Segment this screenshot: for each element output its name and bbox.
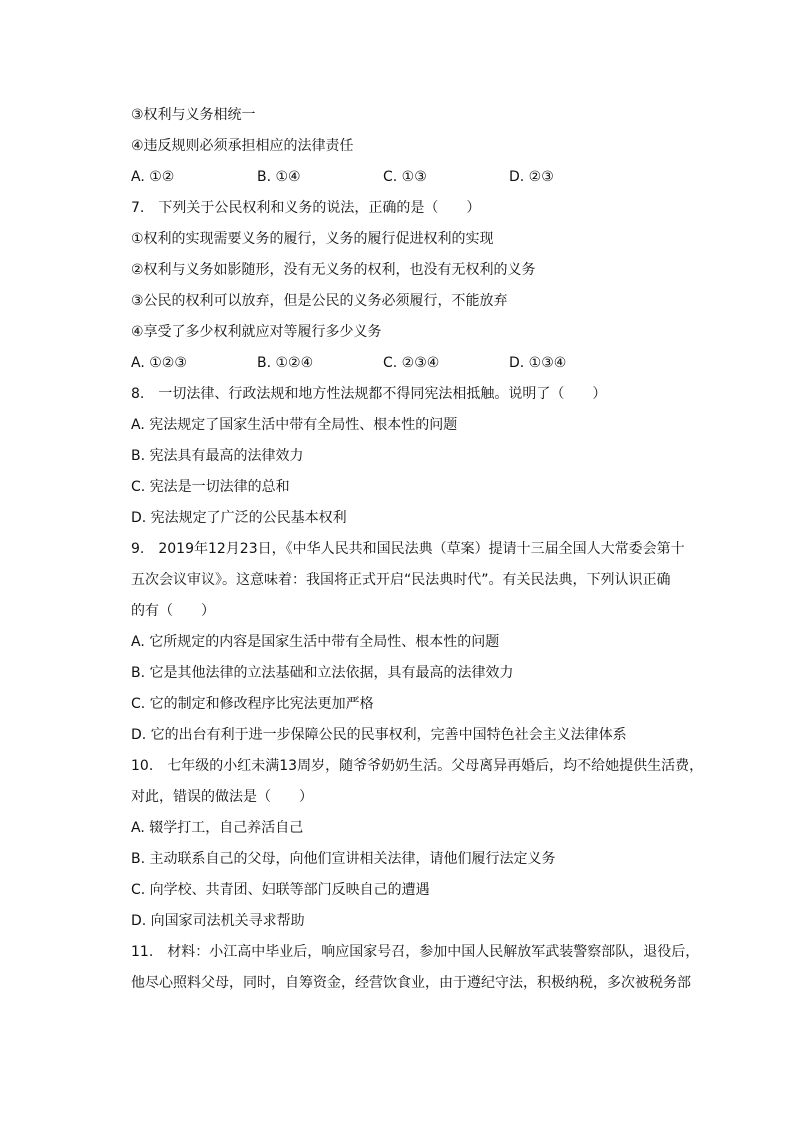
q7-statement-2: ②权利与义务如影随形，没有无义务的权利，也没有无权利的义务 xyxy=(131,262,536,278)
q11-stem-line-1: 11. 材料：小江高中毕业后，响应国家号召，参加中国人民解放军武装警察部队，退役后， xyxy=(131,944,700,960)
q7-option-b: B. ①②④ xyxy=(257,355,314,371)
q7-statement-3: ③公民的权利可以放弃，但是公民的义务必须履行，不能放弃 xyxy=(131,293,508,309)
q8-stem: 8. 一切法律、行政法规和地方性法规都不得同宪法相抵触。说明了（ ） xyxy=(131,386,607,402)
q7-options xyxy=(131,348,696,379)
q7-option-c: C. ②③④ xyxy=(383,355,440,371)
q10-stem-line-2: 对此，错误的做法是（ ） xyxy=(131,789,313,805)
q6-statement-4: ④违反规则必须承担相应的法律责任 xyxy=(131,138,354,154)
q10-option-b: B. 主动联系自己的父母，向他们宣讲相关法律，请他们履行法定义务 xyxy=(131,851,556,867)
q9-option-d: D. 它的出台有利于进一步保障公民的民事权利，完善中国特色社会主义法律体系 xyxy=(131,727,627,743)
q8-option-d: D. 宪法规定了广泛的公民基本权利 xyxy=(131,510,347,526)
q10-option-a: A. 辍学打工，自己养活自己 xyxy=(131,820,304,836)
q6-option-d: D. ②③ xyxy=(509,169,554,185)
q6-option-a: A. ①② xyxy=(131,169,175,185)
q6-statement-3: ③权利与义务相统一 xyxy=(131,107,256,123)
q11-stem-line-2: 他尽心照料父母，同时，自筹资金，经营饮食业，由于遵纪守法，积极纳税，多次被税务部 xyxy=(131,975,691,991)
q9-option-b: B. 它是其他法律的立法基础和立法依据，具有最高的法律效力 xyxy=(131,665,514,681)
q8-option-a: A. 宪法规定了国家生活中带有全局性、根本性的问题 xyxy=(131,417,458,433)
q9-stem-line-1: 9. 2019年12月23日，《中华人民共和国民法典（草案）提请十三届全国人大常委会第十 xyxy=(131,541,685,557)
q9-option-c: C. 它的制定和修改程序比宪法更加严格 xyxy=(131,696,374,712)
q6-options xyxy=(131,162,696,193)
q10-option-c: C. 向学校、共青团、妇联等部门反映自己的遭遇 xyxy=(131,882,430,898)
q9-stem-line-3: 的有（ ） xyxy=(131,603,215,619)
q7-statement-4: ④享受了多少权利就应对等履行多少义务 xyxy=(131,324,382,340)
q7-stem: 7. 下列关于公民权利和义务的说法，正确的是（ ） xyxy=(131,200,481,216)
q8-option-c: C. 宪法是一切法律的总和 xyxy=(131,479,290,495)
q9-option-a: A. 它所规定的内容是国家生活中带有全局性、根本性的问题 xyxy=(131,634,500,650)
q7-option-d: D. ①③④ xyxy=(509,355,567,371)
q10-option-d: D. 向国家司法机关寻求帮助 xyxy=(131,913,305,929)
q6-option-b: B. ①④ xyxy=(257,169,301,185)
q8-option-b: B. 宪法具有最高的法律效力 xyxy=(131,448,304,464)
q7-statement-1: ①权利的实现需要义务的履行，义务的履行促进权利的实现 xyxy=(131,231,494,247)
q9-stem-line-2: 五次会议审议》。这意味着：我国将正式开启“民法典时代”。有关民法典，下列认识正确 xyxy=(131,572,671,588)
exam-content xyxy=(131,100,704,999)
q6-option-c: C. ①③ xyxy=(383,169,427,185)
q7-option-a: A. ①②③ xyxy=(131,355,187,371)
q10-stem-line-1: 10. 七年级的小红未满13周岁，随爷爷奶奶生活。父母离异再婚后，均不给她提供生活费， xyxy=(131,758,704,774)
